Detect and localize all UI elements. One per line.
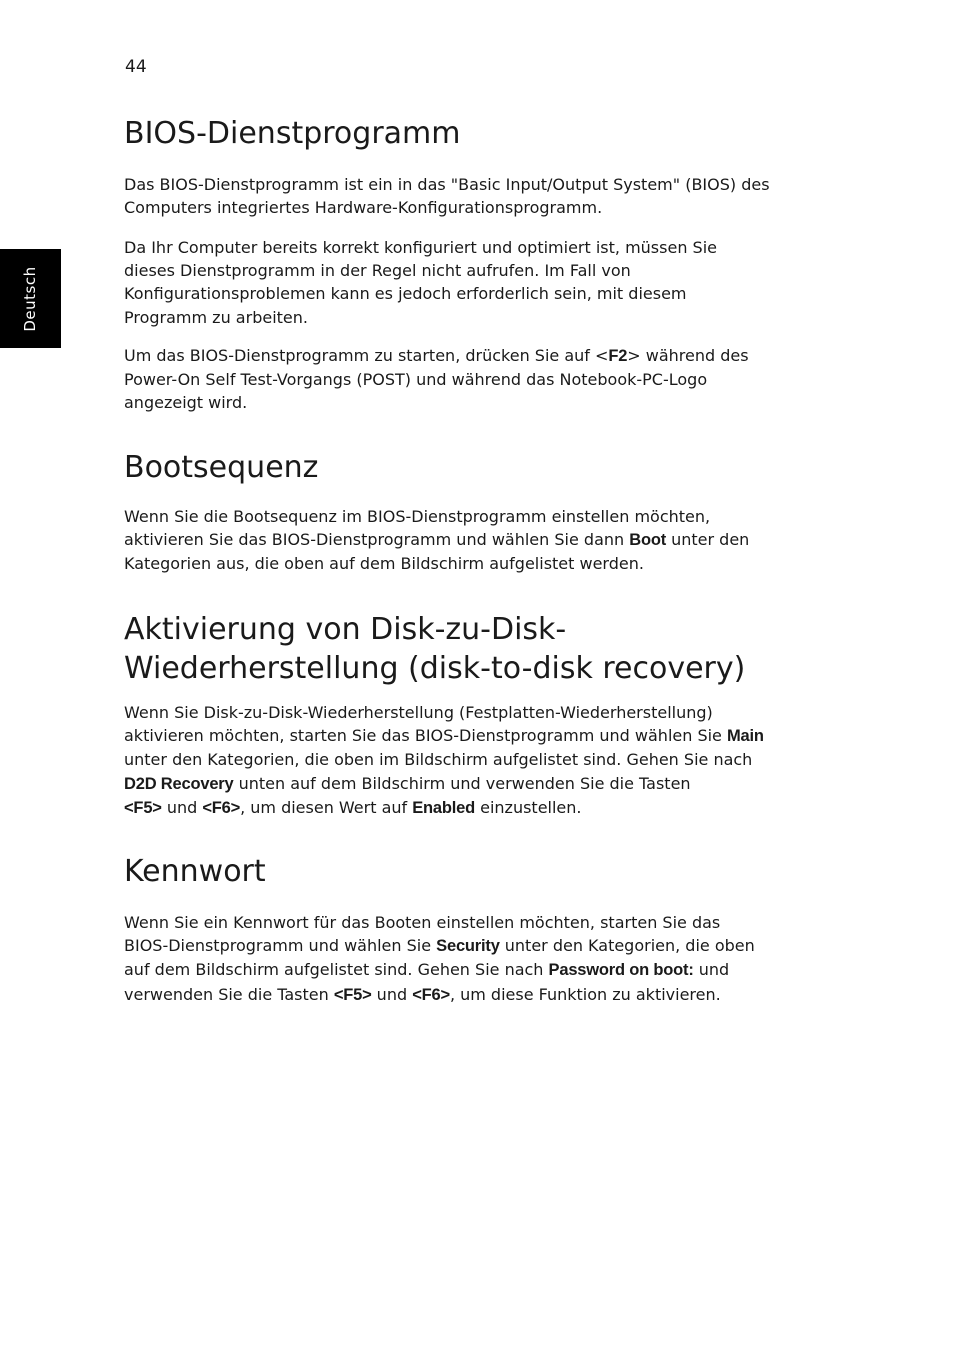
text-run: und [161,797,203,817]
text-run: aktivieren möchten, starten Sie das BIOS-Dienstprogramm und wählen Sie [124,726,727,746]
text-run: Programm zu arbeiten. [124,307,308,327]
text-line [124,983,824,1007]
text-line [124,911,824,934]
text-line [124,934,824,958]
bold-keyword: D2D Recovery [124,774,234,793]
text-line [124,552,824,575]
text-run: Computers integriertes Hardware-Konfigurationsprogramm. [124,198,603,218]
text-run: und [371,984,413,1004]
text-run: unter den Kategorien, die oben [499,936,755,956]
text-line [124,772,824,796]
bold-keyword: <F5> [333,985,372,1004]
heading-kennwort: Kennwort [124,854,266,889]
text-run: Um das BIOS-Dienstprogramm zu starten, drücken Sie auf < [124,346,609,365]
text-line [124,724,824,748]
text-run: Wenn Sie ein Kennwort für das Booten einstellen möchten, starten Sie das [124,913,721,932]
text-run: einzustellen. [475,797,582,817]
text-line [124,748,824,771]
bold-keyword: <F6> [412,985,450,1004]
heading-disk-to-disk [124,610,824,688]
text-run: und [693,960,730,980]
text-line [124,236,824,259]
heading-bios-dienstprogramm: BIOS-Dienstprogramm [124,116,461,151]
text-run: Wenn Sie die Bootsequenz im BIOS-Dienstprogramm einstellen möchten, [124,507,711,526]
text-line [124,306,824,329]
bold-keyword: F2 [608,347,628,365]
heading-disk-to-disk-line-1: Aktivierung von Disk-zu-Disk- [124,612,567,647]
text-run: unter den [666,530,750,550]
page-number: 44 [125,57,147,77]
text-line [124,282,824,305]
text-run: , um diesen Wert auf [240,797,413,817]
text-line [124,528,824,552]
text-line [124,344,824,368]
text-line [124,796,824,820]
text-line [124,701,824,724]
text-run: , um diese Funktion zu aktivieren. [449,984,721,1004]
bold-keyword: Enabled [412,798,476,817]
text-run: unter den Kategorien, die oben im Bildschirm aufgelistet sind. Gehen Sie nach [124,750,753,770]
bold-keyword: <F6> [202,798,241,817]
heading-disk-to-disk-line-2: Wiederherstellung (disk-to-disk recovery) [124,651,746,686]
text-run: angezeigt wird. [124,393,248,413]
text-run: dieses Dienstprogramm in der Regel nicht aufrufen. Im Fall von [124,261,631,281]
text-line [124,391,824,414]
text-run: unten auf dem Bildschirm und verwenden Sie die Tasten [233,773,691,793]
text-line [124,505,824,528]
text-run: aktivieren Sie das BIOS-Dienstprogramm und wählen Sie dann [124,530,630,550]
text-run: Konfigurationsproblemen kann es jedoch erforderlich sein, mit diesem [124,284,687,304]
language-side-tab-label: Deutsch [21,266,39,332]
bold-keyword: Boot [629,531,667,550]
text-line [124,259,824,282]
text-run: auf dem Bildschirm aufgelistet sind. Gehen Sie nach [124,960,549,980]
text-line [124,958,824,982]
paragraph-bios-start [124,344,824,415]
text-run: verwenden Sie die Tasten [124,984,334,1004]
bold-keyword: Password on boot: [548,961,694,980]
language-side-tab [0,249,61,348]
text-line [124,196,824,219]
text-run: > während des [627,346,749,365]
paragraph-bootsequenz [124,505,824,576]
text-run: Power-On Self Test-Vorgangs (POST) und während das Notebook-PC-Logo [124,370,708,390]
text-run: Da Ihr Computer bereits korrekt konfiguriert und optimiert ist, müssen Sie [124,238,717,257]
paragraph-bios-config [124,236,824,329]
heading-bootsequenz: Bootsequenz [124,450,319,485]
bold-keyword: Main [726,727,764,746]
text-line [124,173,824,196]
text-run: BIOS-Dienstprogramm und wählen Sie [124,936,437,956]
text-run: Das BIOS-Dienstprogramm ist ein in das "Basic Input/Output System" (BIOS) des [124,175,770,194]
bold-keyword: Security [436,937,500,956]
paragraph-disk-to-disk [124,701,824,820]
bold-keyword: <F5> [124,798,162,817]
text-line [124,368,824,391]
text-run: Wenn Sie Disk-zu-Disk-Wiederherstellung (Festplatten-Wiederherstellung) [124,703,713,722]
text-run: Kategorien aus, die oben auf dem Bildschirm aufgelistet werden. [124,554,644,574]
paragraph-kennwort [124,911,824,1007]
paragraph-bios-intro [124,173,824,219]
